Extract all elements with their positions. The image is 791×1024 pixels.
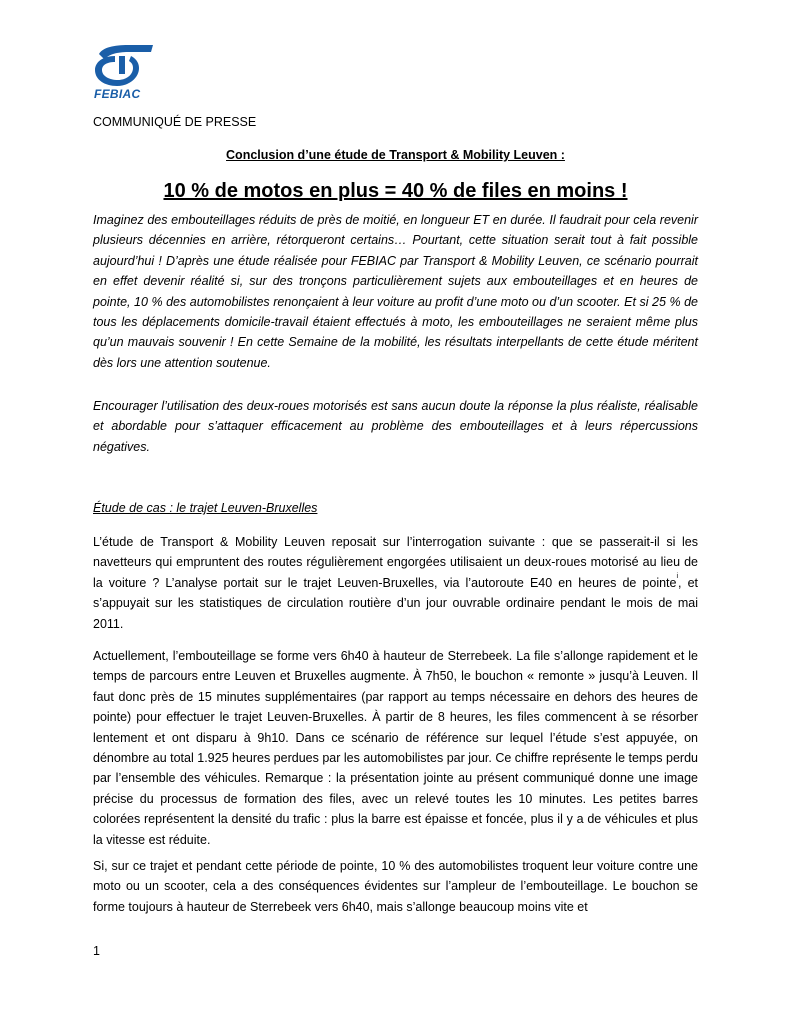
intro-paragraph: Imaginez des embouteillages réduits de près de moitié, en longueur ET en durée. Il faudrait pour cela revenir plusieurs décennies en arrière, rétorqueront certains… Pourtant, cette situation serait tout à fait possible aujourd’hui ! D’après une étude réalisée pour FEBIAC par Transport & Mobility Leuven, ce scénario pourrait en effet devenir réalité si, sur des tronçons particulièrement sujets aux embouteillages et en heures de pointe, 10 % des automobilistes renonçaient à leur voiture au profit d’une moto ou d’un scooter. Et si 25 % de tous les déplacements domicile-travail étaient effectués à moto, les embouteillages ne seraient même plus qu’un mauvais souvenir ! En cette Semaine de la mobilité, les résultats interpellants de cette étude méritent dès lors une attention soutenue. [93, 213, 698, 370]
body-paragraph-3: Si, sur ce trajet et pendant cette période de pointe, 10 % des automobilistes troquent leur voiture contre une moto ou un scooter, cela a des conséquences évidentes sur l’ampleur de l’embouteillage. Le bouchon se forme toujours à hauteur de Sterrebeek vers 6h40, mais s’allonge beaucoup moins vite et [93, 859, 698, 914]
section-heading: Étude de cas : le trajet Leuven-Bruxelles [93, 501, 318, 515]
body-paragraph-1 [93, 532, 698, 634]
febiac-logo [93, 44, 157, 102]
logo-wordmark: FEBIAC [94, 87, 141, 101]
body-paragraph-1-text-a: L’étude de Transport & Mobility Leuven reposait sur l’interrogation suivante : que se passerait-il si les navetteurs qui empruntent des routes régulièrement engorgées utilisaient un deux-roues motorisé au lieu de la voiture ? L’analyse portait sur le trajet Leuven-Bruxelles, via l’autoroute E40 en heures de pointe [93, 535, 698, 590]
page-number: 1 [93, 944, 100, 958]
intro-paragraph-2: Encourager l’utilisation des deux-roues motorisés est sans aucun doute la réponse la plus réaliste, réalisable et abordable pour s’attaquer efficacement au problème des embouteillages et à leurs répercussions négatives. [93, 399, 698, 454]
footnote-marker[interactable]: i [676, 572, 679, 580]
press-release-label: COMMUNIQUÉ DE PRESSE [93, 115, 257, 129]
document-title: 10 % de motos en plus = 40 % de files en moins ! [163, 180, 628, 202]
body-paragraph-1-text-b: , et s’appuyait sur les statistiques de circulation routière d’un jour ouvrable ordinaire pendant le mois de mai 2011. [93, 575, 698, 631]
document-subtitle: Conclusion d’une étude de Transport & Mobility Leuven : [226, 148, 565, 162]
febiac-logo-icon [93, 44, 155, 88]
body-paragraph-2: Actuellement, l’embouteillage se forme vers 6h40 à hauteur de Sterrebeek. La file s’allonge rapidement et le temps de parcours entre Leuven et Bruxelles augmente. À 7h50, le bouchon « remonte » jusqu’à Leuven. Il faut donc près de 15 minutes supplémentaires (par rapport au temps nécessaire en dehors des heures de pointe) pour effectuer le trajet Leuven-Bruxelles. À partir de 8 heures, les files commencent à se résorber lentement et ont disparu à 9h10. Dans ce scénario de référence sur lequel l’étude s’est appuyée, on dénombre au total 1.925 heures perdues par les automobilistes par jour. Ce chiffre représente le temps perdu par l’ensemble des véhicules. Remarque : la présentation jointe au présent communiqué donne une image précise du processus de formation des files, avec un relevé toutes les 10 minutes. Les petites barres colorées représentent la densité du trafic : plus la barre est épaisse et foncée, plus il y a de véhicules et plus la vitesse est réduite. [93, 649, 698, 847]
